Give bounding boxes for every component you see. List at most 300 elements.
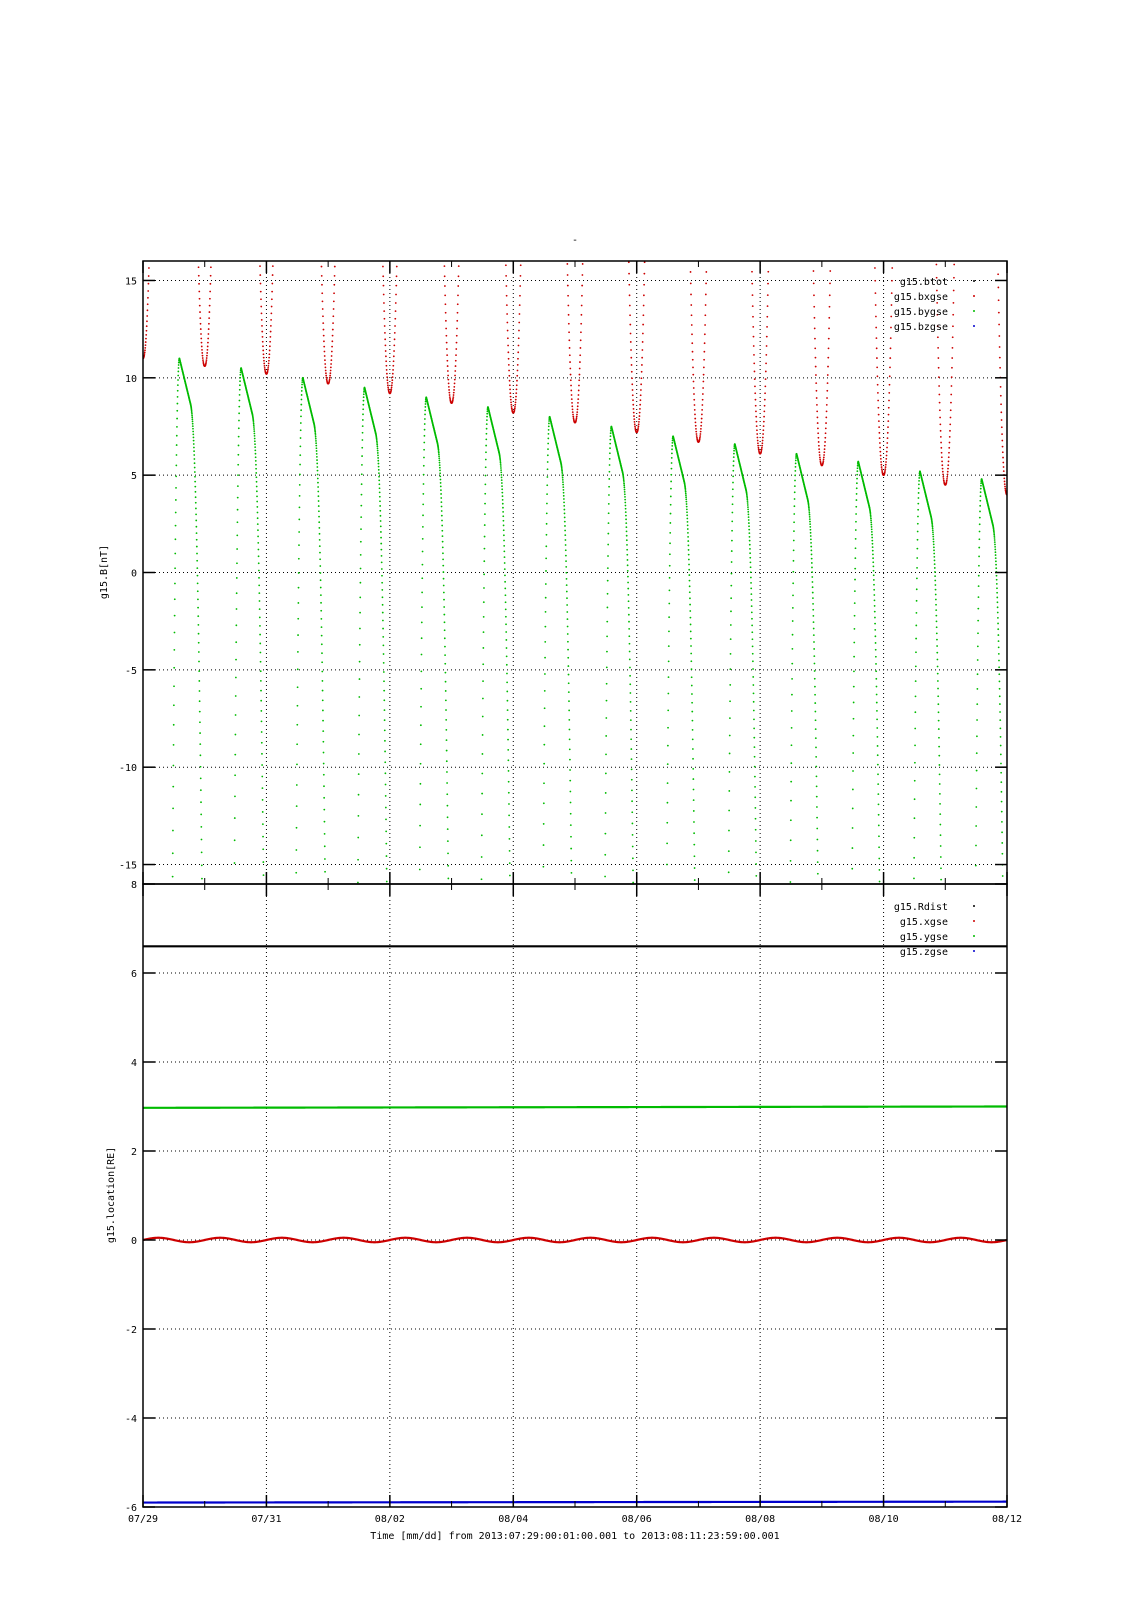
bygse-point — [626, 539, 628, 541]
bygse-point — [632, 869, 634, 871]
bxgse-point — [997, 245, 999, 247]
bxgse-point — [640, 383, 642, 385]
bygse-point — [997, 628, 999, 630]
bygse-point — [570, 802, 572, 804]
bxgse-point — [446, 360, 448, 362]
y-tick-label: 0 — [130, 568, 137, 580]
bygse-point — [873, 579, 875, 581]
bygse-point — [297, 668, 299, 670]
bygse-point — [731, 512, 733, 514]
bxgse-point — [953, 290, 955, 292]
bygse-point — [361, 439, 363, 441]
bygse-point — [362, 408, 364, 410]
bygse-point — [732, 496, 734, 498]
bxgse-point — [639, 404, 641, 406]
bygse-point — [420, 743, 422, 745]
bygse-point — [424, 435, 426, 437]
bygse-point — [386, 881, 388, 883]
bxgse-point — [324, 359, 326, 361]
bygse-point — [200, 777, 202, 779]
bxgse-point — [272, 274, 274, 276]
bxgse-point — [885, 461, 887, 463]
bxgse-point — [517, 358, 519, 360]
bxgse-point — [446, 354, 448, 356]
bygse-point — [671, 462, 673, 464]
bxgse-point — [443, 244, 445, 246]
bygse-point — [728, 871, 730, 873]
bxgse-point — [937, 336, 939, 338]
bygse-point — [977, 673, 979, 675]
bottom-series — [143, 946, 1007, 1502]
bygse-point — [567, 633, 569, 635]
bxgse-point — [767, 271, 769, 273]
bygse-point — [439, 462, 441, 464]
bygse-point — [504, 588, 506, 590]
bxgse-point — [693, 399, 695, 401]
bygse-point — [504, 574, 506, 576]
bxgse-point — [572, 409, 574, 411]
bygse-point — [875, 642, 877, 644]
bygse-point — [442, 535, 444, 537]
bygse-point — [811, 562, 813, 564]
bxgse-point — [692, 351, 694, 353]
bxgse-point — [505, 264, 507, 266]
bygse-point — [668, 645, 670, 647]
bxgse-point — [753, 345, 755, 347]
bxgse-point — [271, 291, 273, 293]
bxgse-point — [386, 365, 388, 367]
bygse-point — [980, 488, 982, 490]
bygse-cycle — [851, 461, 880, 895]
bygse-point — [751, 605, 753, 607]
bygse-point — [506, 647, 508, 649]
bygse-point — [544, 641, 546, 643]
bygse-point — [422, 538, 424, 540]
bygse-point — [693, 799, 695, 801]
bygse-point — [260, 700, 262, 702]
bxgse-point — [691, 324, 693, 326]
bygse-point — [262, 811, 264, 813]
bygse-point — [730, 585, 732, 587]
bygse-point — [975, 806, 977, 808]
bxgse-point — [951, 357, 953, 359]
bygse-point — [628, 600, 630, 602]
bygse-point — [198, 680, 200, 682]
bxgse-point — [765, 378, 767, 380]
bygse-point — [200, 766, 202, 768]
bygse-point — [979, 505, 981, 507]
bygse-point — [446, 793, 448, 795]
bygse-point — [323, 774, 325, 776]
bxgse-point — [694, 414, 696, 416]
bxgse-point — [638, 418, 640, 420]
bygse-point — [234, 839, 236, 841]
bygse-point — [262, 823, 264, 825]
legend-marker — [973, 325, 975, 327]
bygse-point — [543, 744, 545, 746]
bygse-point — [503, 534, 505, 536]
bygse-point — [852, 770, 854, 772]
bygse-point — [753, 701, 755, 703]
bygse-point — [604, 833, 606, 835]
bygse-point — [504, 556, 506, 558]
bygse-point — [852, 808, 854, 810]
bxgse-point — [1003, 466, 1005, 468]
bygse-point — [443, 592, 445, 594]
bxgse-point — [949, 423, 951, 425]
bygse-point — [999, 681, 1001, 683]
bxgse-point — [444, 294, 446, 296]
bygse-point — [793, 540, 795, 542]
bxgse-point — [322, 308, 324, 310]
bygse-point — [872, 565, 874, 567]
bygse-point — [937, 695, 939, 697]
bxgse-point — [704, 324, 706, 326]
bygse-point — [872, 550, 874, 552]
bygse-point — [871, 534, 873, 536]
bygse-point — [609, 443, 611, 445]
bygse-point — [260, 652, 262, 654]
bygse-point — [794, 485, 796, 487]
bygse-point — [422, 564, 424, 566]
bygse-point — [547, 461, 549, 463]
bxgse-point — [631, 383, 633, 385]
bxgse-point — [210, 257, 212, 259]
bygse-point — [754, 776, 756, 778]
bygse-point — [748, 514, 750, 516]
bygse-point — [977, 659, 979, 661]
bxgse-point — [764, 399, 766, 401]
bygse-point — [666, 842, 668, 844]
bygse-point — [872, 553, 874, 555]
bxgse-point — [147, 297, 149, 299]
bxgse-point — [568, 331, 570, 333]
bygse-point — [424, 429, 426, 431]
bygse-point — [315, 442, 317, 444]
bygse-point — [686, 511, 688, 513]
bygse-point — [423, 483, 425, 485]
bxgse-point — [144, 347, 146, 349]
bygse-point — [670, 481, 672, 483]
bygse-point — [936, 652, 938, 654]
bygse-point — [688, 554, 690, 556]
bygse-point — [940, 845, 942, 847]
bxgse-point — [580, 323, 582, 325]
bygse-point — [632, 882, 634, 884]
bygse-point — [815, 756, 817, 758]
bxgse-point — [762, 433, 764, 435]
bygse-point — [382, 644, 384, 646]
y-tick-label: -5 — [124, 665, 137, 677]
bygse-point — [607, 555, 609, 557]
bygse-point — [446, 771, 448, 773]
bxgse-point — [269, 336, 271, 338]
bxgse-point — [628, 249, 630, 251]
bxgse-point — [570, 385, 572, 387]
bygse-point — [810, 532, 812, 534]
bygse-point — [315, 434, 317, 436]
bxgse-point — [695, 431, 697, 433]
bxgse-point — [828, 317, 830, 319]
bygse-point — [690, 617, 692, 619]
bygse-point — [934, 560, 936, 562]
bygse-point — [686, 514, 688, 516]
bygse-point — [422, 551, 424, 553]
bygse-point — [482, 753, 484, 755]
bygse-point — [630, 738, 632, 740]
bygse-point — [915, 666, 917, 668]
bygse-point — [377, 454, 379, 456]
bygse-point — [381, 575, 383, 577]
bxgse-point — [877, 407, 879, 409]
bygse-point — [318, 500, 320, 502]
bygse-point — [258, 584, 260, 586]
bygse-point — [509, 875, 511, 877]
bygse-point — [296, 724, 298, 726]
bygse-point — [176, 410, 178, 412]
bxgse-point — [998, 312, 1000, 314]
bygse-point — [382, 612, 384, 614]
bygse-point — [542, 866, 544, 868]
bygse-point — [501, 492, 503, 494]
bxgse-point — [201, 342, 203, 344]
bxgse-point — [940, 436, 942, 438]
bygse-point — [257, 529, 259, 531]
bxgse-point — [514, 406, 516, 408]
bygse-point — [193, 440, 195, 442]
bygse-point — [671, 448, 673, 450]
bxgse-point — [208, 323, 210, 325]
bxgse-point — [642, 333, 644, 335]
bxgse-point — [570, 390, 572, 392]
bxgse-point — [202, 355, 204, 357]
bygse-point — [1000, 763, 1002, 765]
bxgse-point — [393, 344, 395, 346]
bxgse-point — [507, 351, 509, 353]
bygse-point — [173, 744, 175, 746]
bygse-point — [378, 483, 380, 485]
bygse-point — [870, 514, 872, 516]
bygse-point — [939, 803, 941, 805]
bxgse-point — [456, 342, 458, 344]
bxgse-point — [268, 353, 270, 355]
bygse-point — [994, 539, 996, 541]
bxgse-point — [262, 336, 264, 338]
bxgse-point — [509, 388, 511, 390]
bygse-point — [624, 499, 626, 501]
bygse-point — [625, 518, 627, 520]
bxgse-point — [815, 366, 817, 368]
bygse-point — [483, 601, 485, 603]
bygse-point — [193, 454, 195, 456]
bygse-point — [199, 754, 201, 756]
bygse-point — [485, 451, 487, 453]
bygse-point — [626, 544, 628, 546]
bygse-point — [754, 807, 756, 809]
bxgse-point — [571, 405, 573, 407]
bygse-point — [485, 439, 487, 441]
bygse-point — [192, 423, 194, 425]
bygse-point — [746, 499, 748, 501]
bygse-point — [608, 486, 610, 488]
bxgse-point — [829, 306, 831, 308]
bygse-point — [259, 643, 261, 645]
bygse-point — [360, 568, 362, 570]
bygse-point — [542, 888, 544, 890]
bygse-point — [318, 495, 320, 497]
bygse-point — [569, 729, 571, 731]
bygse-point — [693, 789, 695, 791]
bxgse-point — [272, 256, 274, 258]
bygse-point — [382, 636, 384, 638]
bygse-point — [565, 539, 567, 541]
bygse-point — [298, 531, 300, 533]
bygse-point — [377, 457, 379, 459]
bygse-point — [856, 470, 858, 472]
bygse-point — [853, 718, 855, 720]
bygse-point — [483, 573, 485, 575]
bygse-point — [747, 502, 749, 504]
bygse-point — [194, 476, 196, 478]
bygse-point — [749, 540, 751, 542]
bxgse-point — [457, 312, 459, 314]
bygse-point — [688, 545, 690, 547]
bxgse-point — [752, 326, 754, 328]
bygse-point — [423, 449, 425, 451]
bygse-point — [630, 719, 632, 721]
bxgse-point — [391, 382, 393, 384]
bygse-point — [626, 530, 628, 532]
bygse-point — [934, 571, 936, 573]
bxgse-point — [953, 277, 955, 279]
bygse-point — [358, 773, 360, 775]
bxgse-point — [518, 322, 520, 324]
bxgse-point — [1004, 483, 1006, 485]
bygse-point — [316, 459, 318, 461]
bygse-point — [484, 513, 486, 515]
bygse-point — [447, 878, 449, 880]
bygse-point — [421, 622, 423, 624]
location-panel — [106, 880, 1007, 1514]
bxgse-point — [768, 258, 770, 260]
bygse-point — [177, 396, 179, 398]
bxgse-point — [937, 357, 939, 359]
bygse-point — [322, 741, 324, 743]
bygse-point — [174, 553, 176, 555]
bxgse-point — [818, 448, 820, 450]
bygse-point — [693, 810, 695, 812]
bygse-point — [506, 655, 508, 657]
bygse-point — [733, 450, 735, 452]
bxgse-point — [520, 242, 522, 244]
bygse-point — [385, 807, 387, 809]
bygse-point — [320, 610, 322, 612]
bygse-point — [978, 538, 980, 540]
bxgse-point — [515, 399, 517, 401]
bxgse-point — [1001, 419, 1003, 421]
bygse-point — [627, 564, 629, 566]
bygse-point — [237, 454, 239, 456]
bygse-point — [175, 512, 177, 514]
bygse-point — [809, 514, 811, 516]
bygse-point — [628, 635, 630, 637]
bygse-point — [694, 855, 696, 857]
magnetic-field-panel — [99, 242, 1008, 904]
bygse-point — [671, 445, 673, 447]
bygse-point — [567, 618, 569, 620]
bygse-point — [360, 505, 362, 507]
bxgse-point — [387, 386, 389, 388]
bygse-point — [567, 657, 569, 659]
bygse-point — [871, 526, 873, 528]
bygse-point — [939, 813, 941, 815]
bygse-point — [199, 721, 201, 723]
bygse-point — [322, 690, 324, 692]
bygse-point — [934, 575, 936, 577]
bygse-point — [235, 695, 237, 697]
bxgse-point — [386, 369, 388, 371]
top-grid — [143, 261, 1007, 884]
bygse-point — [755, 818, 757, 820]
bxgse-point — [209, 311, 211, 313]
bygse-point — [298, 572, 300, 574]
bxgse-point — [942, 471, 944, 473]
bygse-point — [317, 482, 319, 484]
bxgse-point — [260, 283, 262, 285]
bxgse-point — [817, 422, 819, 424]
bygse-point — [322, 710, 324, 712]
bygse-point — [631, 823, 633, 825]
bygse-point — [876, 727, 878, 729]
bygse-point — [670, 488, 672, 490]
bygse-point — [196, 546, 198, 548]
bxgse-point — [386, 379, 388, 381]
bygse-point — [504, 581, 506, 583]
bxgse-point — [208, 328, 210, 330]
bygse-point — [362, 404, 364, 406]
bxgse-point — [818, 445, 820, 447]
bygse-point — [728, 850, 730, 852]
bxgse-point — [331, 355, 333, 357]
bygse-point — [755, 863, 757, 865]
bygse-point — [298, 519, 300, 521]
bygse-point — [933, 546, 935, 548]
bxgse-point — [515, 392, 517, 394]
bxgse-point — [704, 342, 706, 344]
bygse-point — [239, 394, 241, 396]
bxgse-point — [507, 330, 509, 332]
bygse-point — [262, 787, 264, 789]
bygse-point — [323, 797, 325, 799]
bxgse-point — [322, 300, 324, 302]
bygse-point — [438, 450, 440, 452]
bygse-point — [200, 826, 202, 828]
bxgse-point — [324, 363, 326, 365]
bygse-point — [201, 851, 203, 853]
bygse-point — [424, 406, 426, 408]
bygse-point — [998, 666, 1000, 668]
bygse-point — [936, 632, 938, 634]
bygse-point — [319, 558, 321, 560]
bxgse-point — [1002, 446, 1004, 448]
bygse-point — [730, 653, 732, 655]
bygse-point — [570, 860, 572, 862]
bygse-point — [486, 428, 488, 430]
bygse-point — [568, 674, 570, 676]
bygse-point — [933, 549, 935, 551]
bygse-point — [747, 500, 749, 502]
bygse-point — [438, 452, 440, 454]
